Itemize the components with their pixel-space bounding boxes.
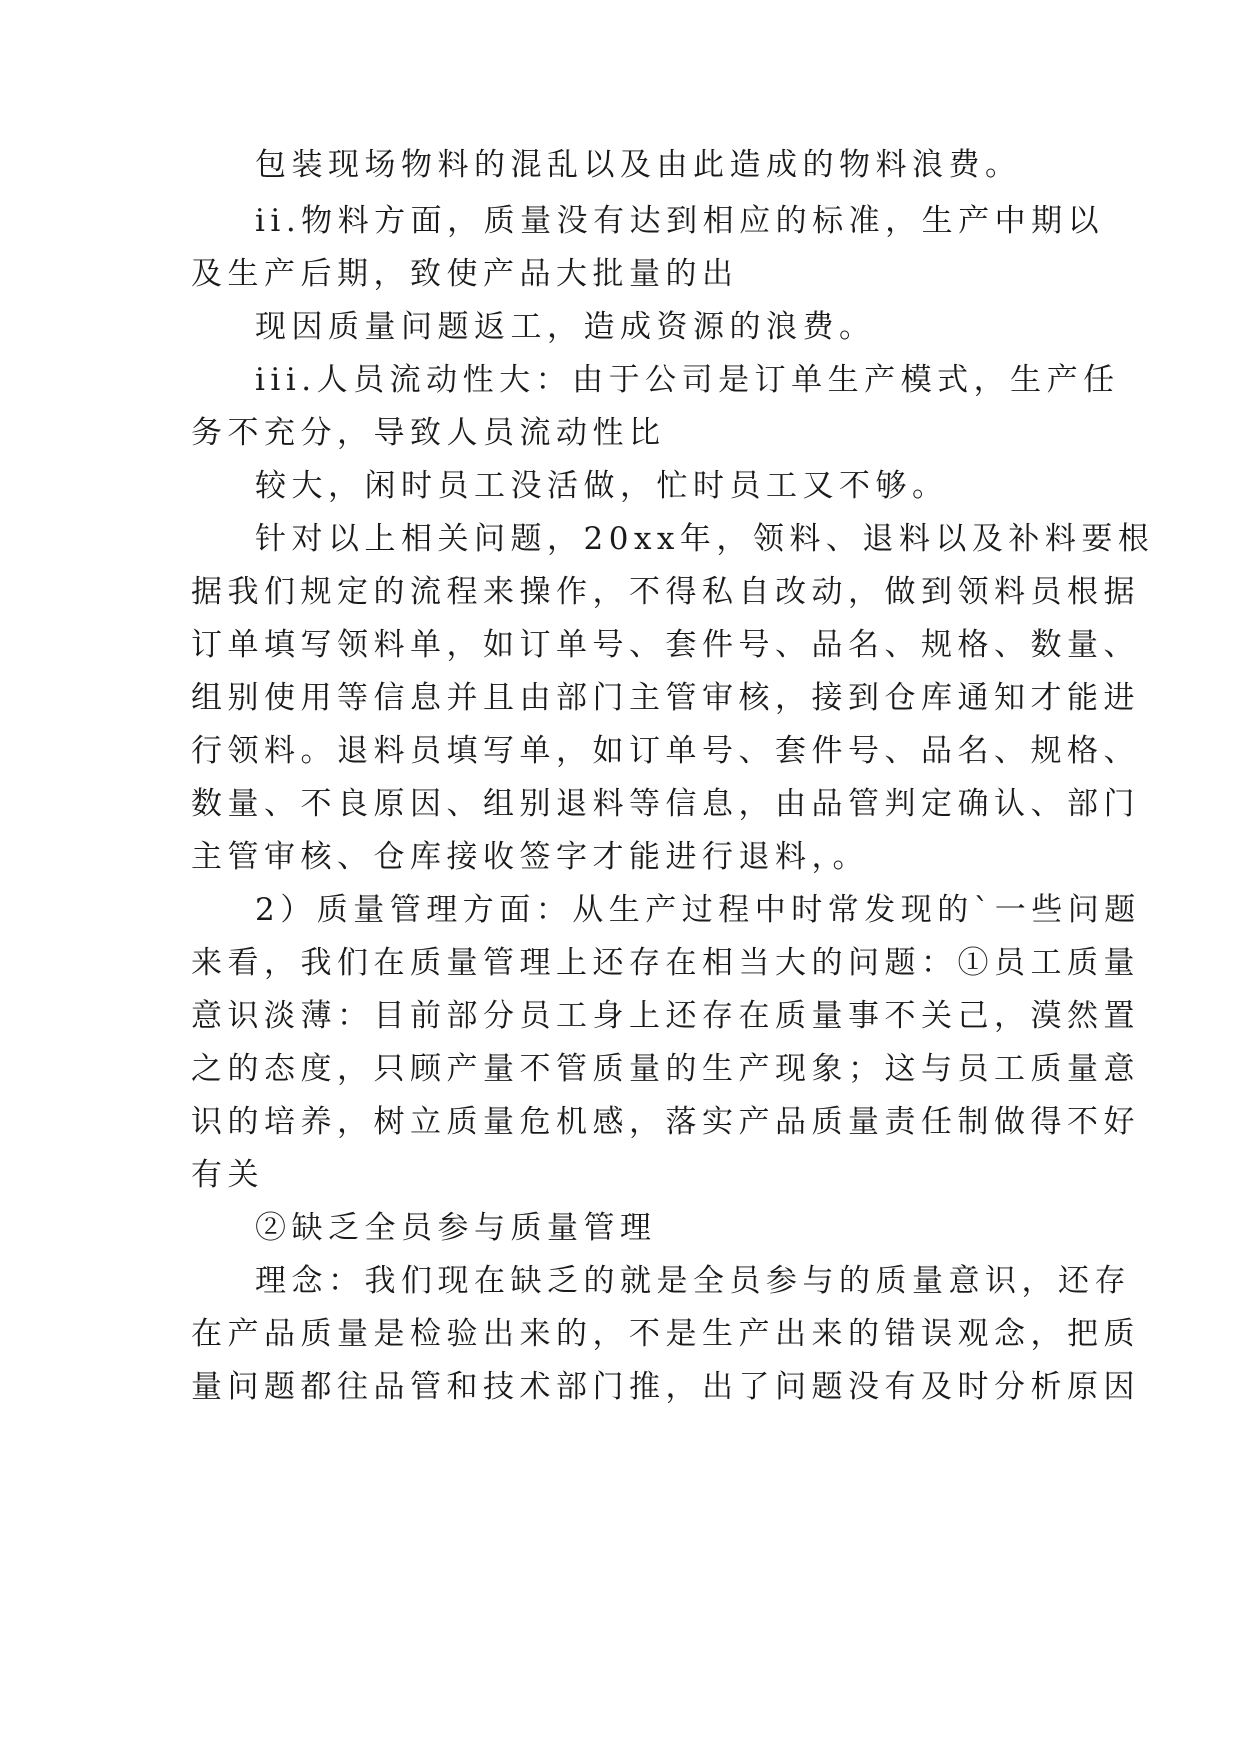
text-line: 意识淡薄：目前部分员工身上还存在质量事不关己，漠然置 — [191, 998, 1140, 1034]
text-line: 在产品质量是检验出来的，不是生产出来的错误观念，把质 — [191, 1316, 1140, 1352]
text-line: 2）质量管理方面：从生产过程中时常发现的`一些问题 — [255, 892, 1141, 928]
text-line: 现因质量问题返工，造成资源的浪费。 — [255, 309, 876, 345]
text-line: ②缺乏全员参与质量管理 — [255, 1210, 657, 1246]
text-line: 理念：我们现在缺乏的就是全员参与的质量意识，还存 — [255, 1263, 1131, 1299]
text-line: ii.物料方面，质量没有达到相应的标准，生产中期以 — [255, 203, 1105, 239]
text-line: 较大，闲时员工没活做，忙时员工又不够。 — [255, 468, 949, 504]
text-line: 及生产后期，致使产品大批量的出 — [191, 256, 739, 292]
text-line: 订单填写领料单，如订单号、套件号、品名、规格、数量、 — [191, 627, 1140, 663]
text-line: 有关 — [191, 1157, 264, 1193]
text-line: 识的培养，树立质量危机感，落实产品质量责任制做得不好 — [191, 1104, 1140, 1140]
text-line: 行领料。退料员填写单，如订单号、套件号、品名、规格、 — [191, 733, 1140, 769]
text-line: 来看，我们在质量管理上还存在相当大的问题：①员工质量 — [191, 945, 1140, 981]
text-line: 量问题都往品管和技术部门推，出了问题没有及时分析原因 — [191, 1369, 1140, 1405]
text-line: 务不充分，导致人员流动性比 — [191, 415, 666, 451]
text-line: 数量、不良原因、组别退料等信息，由品管判定确认、部门 — [191, 786, 1140, 822]
text-line: 据我们规定的流程来操作，不得私自改动，做到领料员根据 — [191, 574, 1140, 610]
text-line: 组别使用等信息并且由部门主管审核，接到仓库通知才能进 — [191, 680, 1140, 716]
text-line: 包装现场物料的混乱以及由此造成的物料浪费。 — [255, 147, 1022, 183]
text-line: iii.人员流动性大：由于公司是订单生产模式，生产任 — [255, 362, 1120, 398]
text-line: 主管审核、仓库接收签字才能进行退料，。 — [191, 839, 869, 875]
text-line: 针对以上相关问题，20xx年，领料、退料以及补料要根 — [255, 521, 1155, 557]
text-line: 之的态度，只顾产量不管质量的生产现象；这与员工质量意 — [191, 1051, 1140, 1087]
